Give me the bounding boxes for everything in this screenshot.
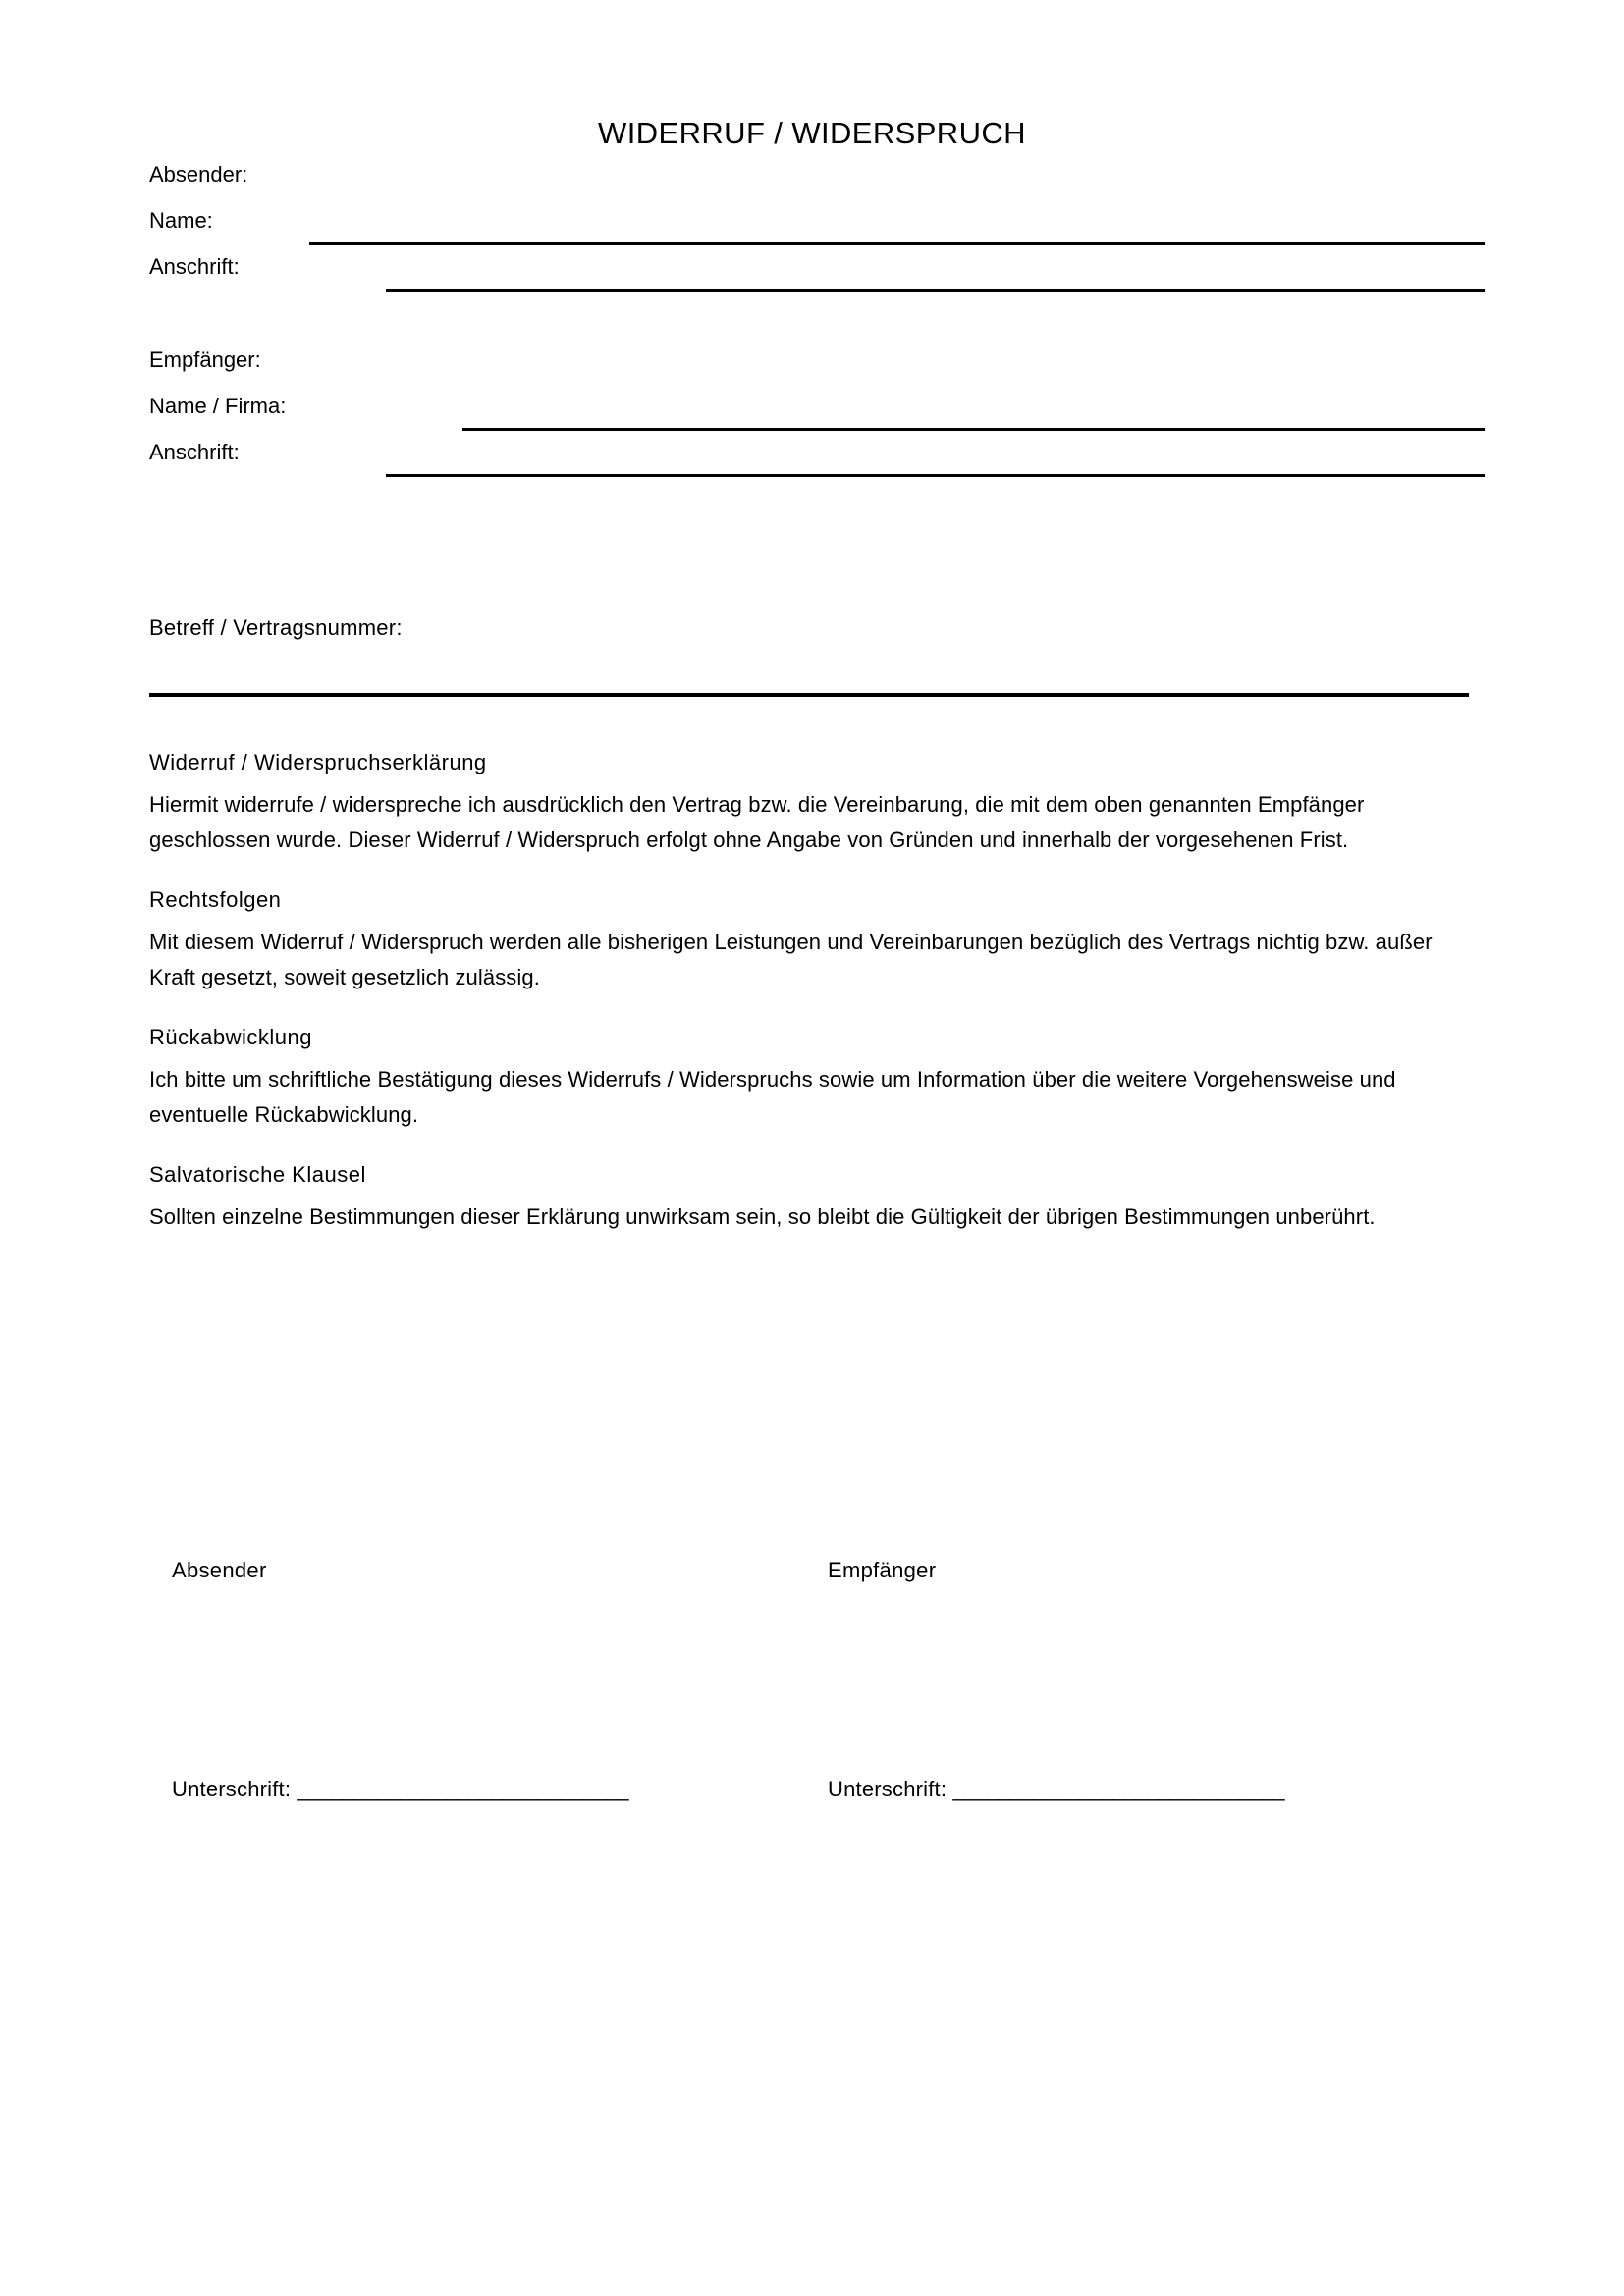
sender-name-label: Name: (149, 208, 213, 233)
sender-signature-column (172, 1556, 267, 1585)
section-body: Sollten einzelne Bestimmungen dieser Erklärung unwirksam sein, so bleibt die Gültigkeit der übrigen Bestimmungen unberührt. (149, 1204, 1376, 1229)
recipient-block (149, 346, 1485, 484)
section-heading: Widerruf / Widerspruchserklärung (149, 750, 487, 774)
sender-address-input-rule[interactable] (386, 289, 1485, 292)
sender-block-heading: Absender: (149, 162, 248, 187)
section-body: Ich bitte um schriftliche Bestätigung dieses Widerrufs / Widerspruchs sowie um Information über die weitere Vorgehensweise und eventuelle Rückabwicklung. (149, 1067, 1396, 1127)
section-body: Hiermit widerrufe / widerspreche ich ausdrücklich den Vertrag bzw. die Vereinbarung, die mit dem oben genannten Empfänger geschlossen wurde. Dieser Widerruf / Widerspruch erfolgt ohne Angabe von Gründen und innerhalb der vorgesehenen Frist. (149, 792, 1365, 852)
signature-area (0, 1556, 1624, 1890)
section-rueckabwicklung (149, 1021, 1470, 1133)
recipient-signature-label: Unterschrift: (828, 1777, 947, 1801)
sender-signature-blank[interactable]: _____________________________ (297, 1777, 628, 1801)
sender-block-heading-row (149, 160, 1485, 206)
recipient-address-label: Anschrift: (149, 440, 240, 464)
sender-signature-label: Unterschrift: (172, 1777, 292, 1801)
page-title: WIDERRUF / WIDERSPRUCH (598, 116, 1026, 150)
sender-signature-line[interactable] (172, 1777, 628, 1802)
subject-label: Betreff / Vertragsnummer: (149, 615, 403, 640)
recipient-address-input-rule[interactable] (386, 474, 1485, 477)
sender-name-input-rule[interactable] (309, 242, 1485, 245)
section-heading: Salvatorische Klausel (149, 1162, 366, 1187)
recipient-party-label: Empfänger (828, 1558, 937, 1582)
recipient-block-heading-row (149, 346, 1485, 392)
recipient-signature-blank[interactable]: _____________________________ (952, 1777, 1284, 1801)
subject-input-rule[interactable] (149, 693, 1469, 697)
sender-address-label: Anschrift: (149, 254, 240, 279)
section-heading: Rechtsfolgen (149, 887, 282, 912)
section-heading: Rückabwicklung (149, 1025, 312, 1049)
section-widerrufserklaerung (149, 746, 1470, 858)
declaration-sections (149, 746, 1470, 1260)
recipient-name-label: Name / Firma: (149, 394, 287, 418)
section-rechtsfolgen (149, 883, 1470, 995)
recipient-signature-column (828, 1556, 936, 1585)
recipient-name-input-rule[interactable] (462, 428, 1485, 431)
sender-name-row (149, 206, 1485, 252)
recipient-signature-line[interactable] (828, 1777, 1284, 1802)
section-salvatorische-klausel (149, 1158, 1470, 1235)
sender-party-label: Absender (172, 1558, 267, 1582)
sender-address-row (149, 252, 1485, 298)
section-body: Mit diesem Widerruf / Widerspruch werden alle bisherigen Leistungen und Vereinbarungen bezüglich des Vertrags nichtig bzw. außer Kraft gesetzt, soweit gesetzlich zulässig. (149, 930, 1433, 989)
sender-block (149, 160, 1485, 298)
recipient-address-row (149, 438, 1485, 484)
recipient-name-row (149, 392, 1485, 438)
recipient-block-heading: Empfänger: (149, 347, 261, 372)
